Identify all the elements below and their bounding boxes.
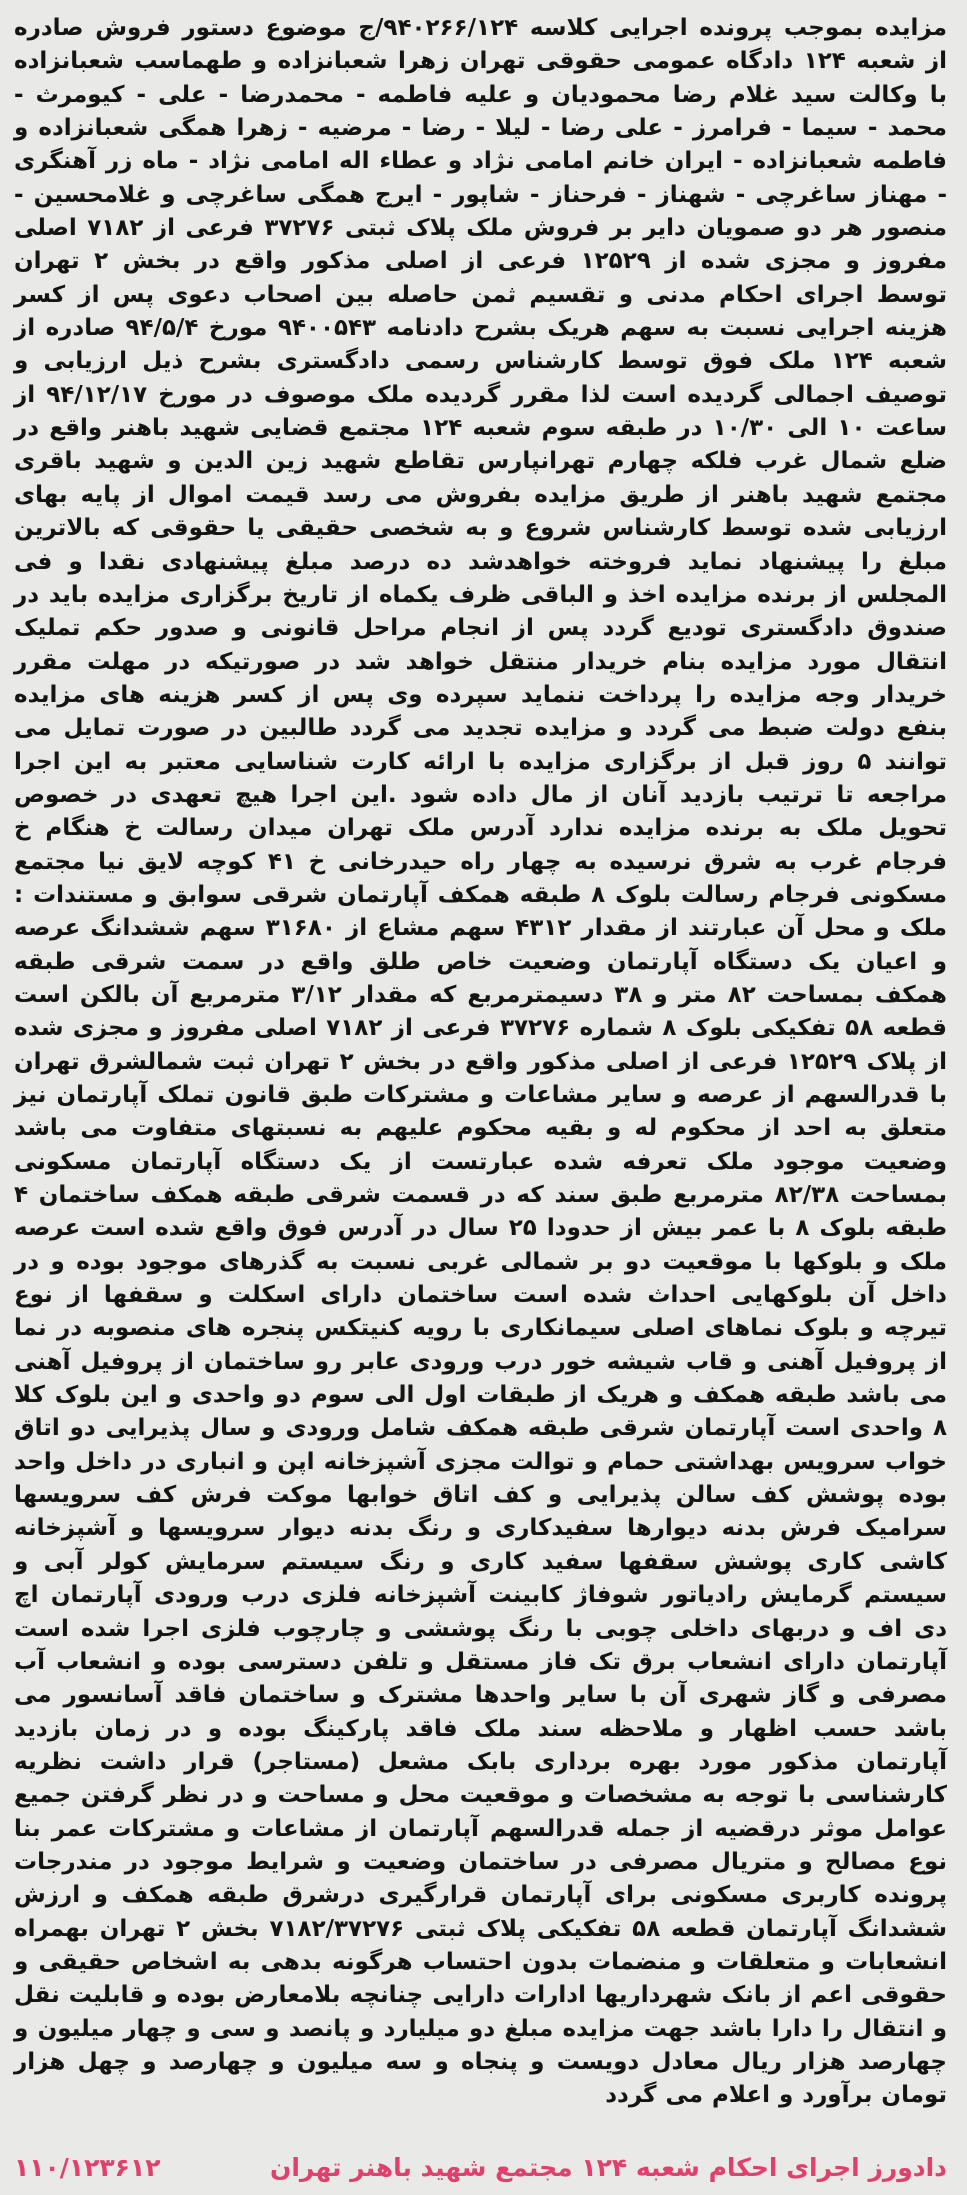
notice-footer xyxy=(14,2147,947,2187)
notice-paragraph: مزایده بموجب پرونده اجرایی کلاسه ۹۴۰۲۶۶/۱۲۴/ج موضوع دستور فروش صادره از شعبه ۱۲۴ دادگاه عمومی حقوقی تهران زهرا شعبانزاده و طهماسب شعبانزاده با وکالت سید غلام رضا محمودیان و علیه فاطمه - محمدرضا - علی - کیومرث - محمد - سیما - فرامرز - علی رضا - لیلا - رضا - مرضیه - زهرا همگی شعبانزاده و فاطمه شعبانزاده - ایران خانم امامی نژاد و عطاء اله امامی نژاد - ماه زر آهنگری - مهناز ساغرچی - شهناز - فرحناز - شاپور - ایرج همگی ساغرچی و غلامحسین - منصور هر دو صمویان دایر بر فروش ملک پلاک ثبتی ۳۷۲۷۶ فرعی از ۷۱۸۲ اصلی مفروز و مجزی شده از ۱۲۵۲۹ فرعی از اصلی مذکور واقع در بخش ۲ تهران توسط اجرای احکام مدنی و تقسیم ثمن حاصله بین اصحاب دعوی پس از کسر هزینه اجرایی نسبت به سهم هریک بشرح دادنامه ۹۴۰۰۵۴۳ مورخ ۹۴/۵/۴ صادره از شعبه ۱۲۴ ملک فوق توسط کارشناس رسمی دادگستری بشرح ذیل ارزیابی و توصیف اجمالی گردیده است لذا مقرر گردیده ملک موصوف در مورخ ۹۴/۱۲/۱۷ از ساعت ۱۰ الی ۱۰/۳۰ در طبقه سوم شعبه ۱۲۴ مجتمع قضایی شهید باهنر واقع در ضلع شمال غرب فلکه چهارم تهرانپارس تقاطع شهید زین الدین و شهید باقری مجتمع شهید باهنر از طریق مزایده بفروش می رسد قیمت اموال از پایه بهای ارزیابی شده توسط کارشناس شروع و به شخصی حقیقی یا حقوقی که بالاترین مبلغ را پیشنهاد نماید فروخته خواهدشد ده درصد مبلغ پیشنهادی نقدا و فی المجلس از برنده مزایده اخذ و الباقی ظرف یکماه از تاریخ برگزاری مزایده باید در صندوق دادگستری تودیع گردد پس از انجام مراحل قانونی و صدور حکم تملیک انتقال مورد مزایده بنام خریدار منتقل خواهد شد در صورتیکه در مهلت مقرر خریدار وجه مزایده را پرداخت ننماید سپرده وی پس از کسر هزینه های مزایده بنفع دولت ضبط می گردد و مزایده تجدید می گردد طالبین در صورت تمایل می توانند ۵ روز قبل از برگزاری مزایده با ارائه کارت شناسایی معتبر به این اجرا مراجعه تا ترتیب بازدید آنان از مال داده شود .این اجرا هیچ تعهدی در خصوص تحویل ملک به برنده مزایده ندارد آدرس ملک تهران میدان رسالت خ هنگام خ فرجام غرب به شرق نرسیده به چهار راه حیدرخانی خ ۴۱ کوچه لایق نیا مجتمع مسکونی فرجام رسالت بلوک ۸ طبقه همکف آپارتمان شرقی سوابق و مستندات : ملک و محل آن عبارتند از مقدار ۴۳۱۲ سهم مشاع از ۳۱۶۸۰ سهم ششدانگ عرصه و اعیان یک دستگاه آپارتمان وضعیت خاص طلق واقع در سمت شرقی طبقه همکف بمساحت ۸۲ متر و ۳۸ دسیمترمربع که مقدار ۳/۱۲ مترمربع آن بالکن است قطعه ۵۸ تفکیکی بلوک ۸ شماره ۳۷۲۷۶ فرعی از ۷۱۸۲ اصلی مفروز و مجزی شده از پلاک ۱۲۵۲۹ فرعی از اصلی مذکور واقع در بخش ۲ تهران ثبت شمالشرق تهران با قدرالسهم از عرصه و سایر مشاعات و مشترکات طبق قانون تملک آپارتمان نیز متعلق به احد از محکوم له و بقیه محکوم علیهم به نسبتهای متفاوت می باشد وضعیت موجود ملک تعرفه شده عبارتست از یک دستگاه آپارتمان مسکونی بمساحت ۸۲/۳۸ مترمربع طبق سند که در قسمت شرقی طبقه همکف ساختمان ۴ طبقه بلوک ۸ با عمر بیش از حدودا ۲۵ سال در آدرس فوق واقع شده است عرصه ملک و بلوکها با موقعیت دو بر شمالی غربی نسبت به گذرهای موجود بوده و در داخل آن بلوکهایی احداث شده است ساختمان دارای اسکلت و سقفها از نوع تیرچه و بلوک نماهای اصلی سیمانکاری با رویه کنیتکس پنجره های منصوبه در نما از پروفیل آهنی و قاب شیشه خور درب ورودی عابر رو ساختمان از پروفیل آهنی می باشد طبقه همکف و هریک از طبقات اول الی سوم دو واحدی و این بلوک کلا ۸ واحدی است آپارتمان شرقی طبقه همکف شامل ورودی و سال پذیرایی دو اتاق خواب سرویس بهداشتی حمام و توالت مجزی آشپزخانه اپن و انباری در داخل واحد بوده پوشش کف سالن پذیرایی و کف اتاق خوابها موکت فرش کف سرویسها سرامیک فرش بدنه دیوارها سفیدکاری و رنگ بدنه دیوار سرویسها و آشپزخانه کاشی کاری پوشش سقفها سفید کاری و رنگ سیستم سرمایش کولر آبی و سیستم گرمایش رادیاتور شوفاژ کابینت آشپزخانه فلزی درب ورودی آپارتمان اچ دی اف و دربهای داخلی چوبی با رنگ پوششی و چارچوب فلزی اجرا شده است آپارتمان دارای انشعاب برق تک فاز مستقل و تلفن دسترسی بوده و انشعاب آب مصرفی و گاز شهری آن با سایر واحدها مشترک و ساختمان فاقد آسانسور می باشد حسب اظهار و ملاحظه سند ملک فاقد پارکینگ بوده و در زمان بازدید آپارتمان مذکور مورد بهره برداری بابک مشعل (مستاجر) قرار داشت نظریه کارشناسی با توجه به مشخصات و موقعیت محل و مساحت و در نظر گرفتن جمیع عوامل موثر درقضیه از جمله قدرالسهم آپارتمان از مشاعات و مشترکات عمر بنا نوع مصالح و متریال مصرفی در ساختمان وضعیت و شرایط موجود در مندرجات پرونده کاربری مسکونی برای آپارتمان قرارگیری درشرق طبقه همکف و ارزش ششدانگ آپارتمان قطعه ۵۸ تفکیکی پلاک ثبتی ۷۱۸۲/۳۷۲۷۶ بخش ۲ تهران بهمراه انشعابات و متعلقات و منضمات بدون احتساب هرگونه بدهی به اشخاص حقیقی و حقوقی اعم از بانک شهرداریها ادارات دارایی چنانچه بلامعارض بوده و قابلیت نقل و انتقال را دارا باشد جهت مزایده مبلغ دو میلیارد و پانصد و سی و چهار میلیون و چهارصد هزار ریال معادل دویست و پنجاه و سه میلیون و چهارصد و چهل هزار تومان برآورد و اعلام می گردد xyxy=(14,15,948,2109)
footer-signature: دادورز اجرای احکام شعبه ۱۲۴ مجتمع شهید باهنر تهران xyxy=(270,2152,947,2182)
footer-reference-number: ۱۱۰/۱۲۳۶۱۲ xyxy=(14,2152,161,2182)
auction-notice-body xyxy=(14,12,947,2113)
